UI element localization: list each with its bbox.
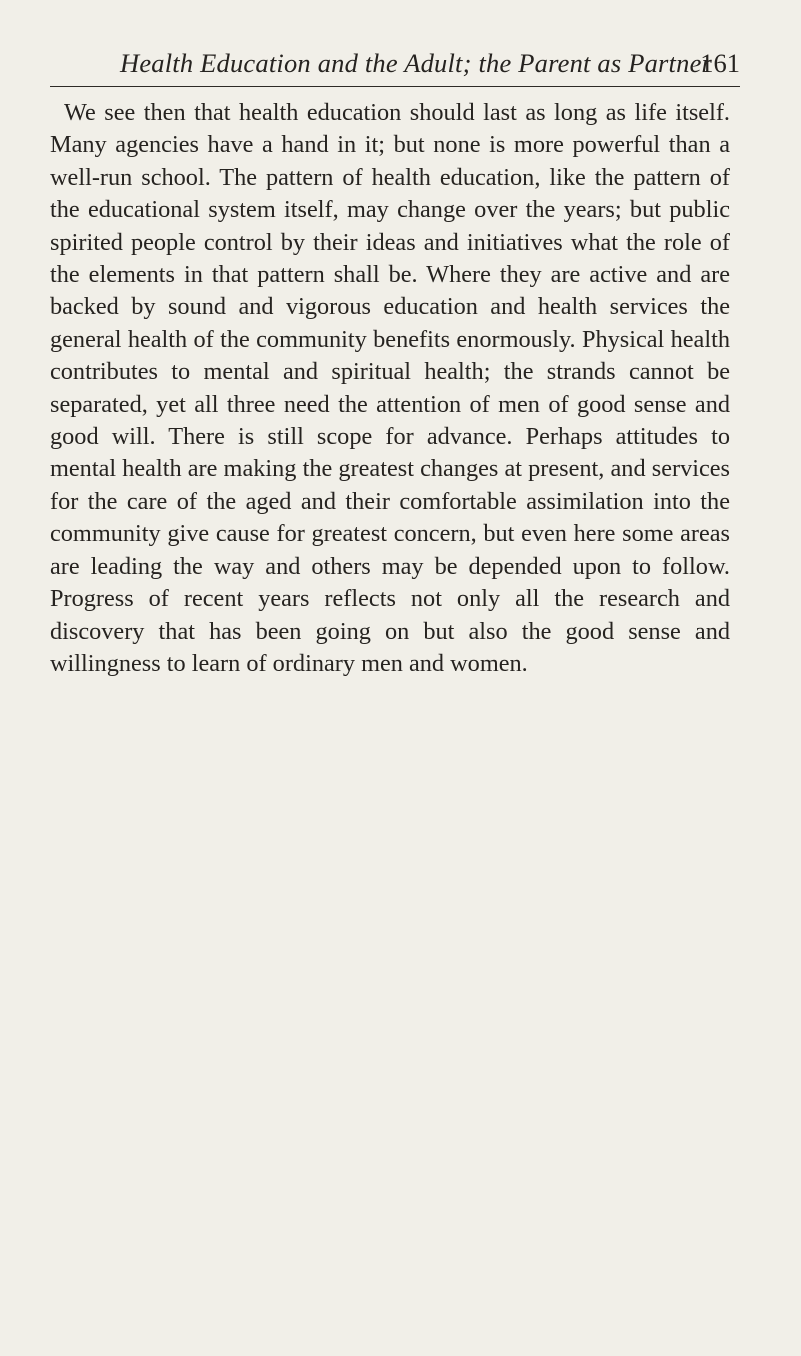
running-header [50,44,740,87]
page-number: 161 [700,48,740,78]
running-title: Health Education and the Adult; the Parent as Partner [120,48,713,78]
body-paragraph: We see then that health education should last as long as life itself. Many agencies have a hand in it; but none is more powerful than a well-run school. The pattern of health education, like the pattern of the educational system itself, may change over the years; but public spirited people control by their ideas and initiatives what the role of the elements in that pattern shall be. Where they are active and are backed by sound and vigorous education and health services the general health of the community benefits enormously. Physical health contributes to mental and spiritual health; the strands cannot be separated, yet all three need the attention of men of good sense and good will. There is still scope for advance. Perhaps attitudes to mental health are making the greatest changes at present, and services for the care of the aged and their comfortable assimilation into the community give cause for greatest concern, but even here some areas are leading the way and others may be depended upon to follow. Progress of recent years reflects not only all the research and discovery that has been going on but also the good sense and willingness to learn of ordinary men and women. [50,99,730,677]
